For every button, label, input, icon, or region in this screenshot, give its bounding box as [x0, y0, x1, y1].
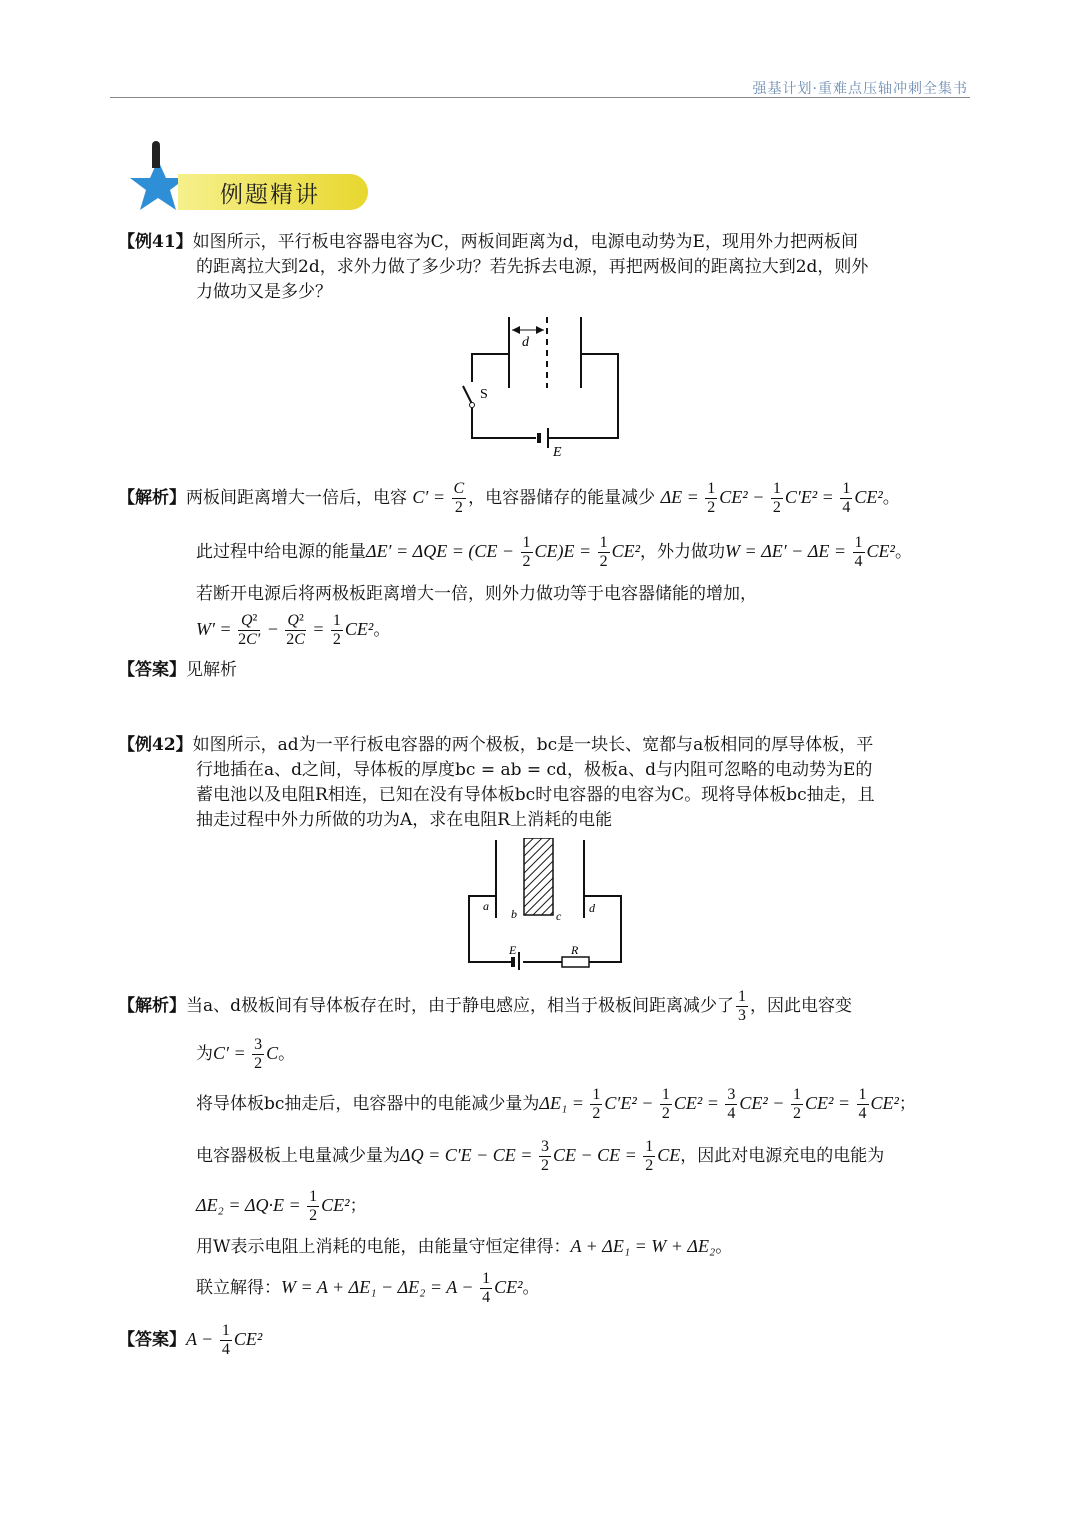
ex41-sol-text4: ，外力做功	[640, 542, 726, 562]
header-divider	[110, 97, 970, 98]
section-banner	[118, 140, 378, 220]
ex42-ans-tag: 【答案】	[118, 1330, 186, 1350]
ex42-circuit-figure	[465, 838, 625, 970]
ex41-sol-tag: 【解析】	[118, 488, 186, 508]
ex42-solution-l5: ΔE₂ = ΔQ·E = $\frac{1}{2}$ CE²；	[196, 1188, 367, 1224]
ex42-solution-l4: 电容器极板上电量减少量为ΔQ = C′E − CE = $\frac{3}{2}$ CE − CE = $\frac{1}{2}$ CE，因此对电源充电的电能为	[196, 1138, 885, 1174]
ex41-sol-text2: ，电容器储存的能量减少	[468, 488, 656, 508]
ex42-fig-E: E	[509, 943, 517, 957]
ex42-sol-text4: 电容器极板上电量减少量为	[196, 1146, 400, 1166]
ex41-question	[118, 230, 968, 305]
section-title: 例题精讲	[220, 182, 320, 208]
ex41-solution-l3: 若断开电源后将两极板距离增大一倍，则外力做功等于电容器储能的增加，	[196, 584, 757, 604]
ex41-tag: 【例41】	[118, 232, 193, 252]
ex42-fig-d: d	[589, 901, 595, 915]
header-title: 强基计划·重难点压轴冲刺全集书	[752, 81, 968, 97]
ex42-line1: 如图所示，ad为一平行板电容器的两个极板，bc是一块长、宽都与a板相同的厚导体板，平	[192, 735, 874, 755]
ex42-line2: 行地插在a、d之间，导体板的厚度bc = ab = cd，极板a、d与内阻可忽略的电动势为E的	[196, 760, 873, 780]
ex42-fig-a: a	[483, 899, 489, 913]
ex42-sol-text6: 用W表示电阻上消耗的电能，由能量守恒定律得：	[196, 1237, 571, 1257]
ex42-fig-R: R	[571, 943, 579, 957]
ex42-solution-l7: 联立解得：W = A + ΔE₁ − ΔE₂ = A − $\frac{1}{4}$ CE²。	[196, 1270, 540, 1306]
ex41-sol-text1: 两板间距离增大一倍后，电容	[186, 488, 407, 508]
ex42-sol-tag: 【解析】	[118, 996, 186, 1016]
ex42-sol-text3: 将导体板bc抽走后，电容器中的电能减少量为	[196, 1094, 540, 1114]
ex42-answer: 【答案】A − $\frac{1}{4}$ CE²	[118, 1322, 263, 1358]
ex41-circuit-figure	[460, 312, 630, 462]
ex42-sol-text1: 当a、d极板间有导体板存在时，由于静电感应，相当于极板间距离减少了	[186, 996, 735, 1016]
ex42-solution-l2: 为C′ = $\frac{3}{2}$ C。	[196, 1036, 296, 1072]
ex41-line2: 的距离拉大到2d，求外力做了多少功？若先拆去电源，再把两极间的距离拉大到2d，则外	[196, 257, 869, 277]
ex41-ans-text: 见解析	[186, 660, 237, 680]
ex41-line3: 力做功又是多少？	[196, 282, 332, 302]
ex42-line4: 抽走过程中外力所做的功为A，求在电阻R上消耗的电能	[196, 810, 613, 830]
ex42-question	[118, 733, 968, 833]
ex42-sol-text7: 联立解得：	[196, 1278, 281, 1298]
ex41-fig-s: S	[480, 387, 488, 402]
ex41-line1: 如图所示，平行板电容器电容为C，两板间距离为d，电源电动势为E，现用外力把两板间	[192, 232, 858, 252]
ex41-solution-l4: W′ = $\frac{\text{Q²}}{2C'}$ − $\frac{\text{Q²}}{2C}$ = $\frac{1}{2}$ CE²。	[196, 612, 391, 648]
ex42-sol-text2: 为	[196, 1044, 213, 1064]
ex42-sol-text4b: ，因此对电源充电的电能为	[680, 1146, 885, 1166]
ex41-ans-tag: 【答案】	[118, 660, 186, 680]
ex41-sol-text3: 此过程中给电源的能量	[196, 542, 366, 562]
ex42-solution-l6: 用W表示电阻上消耗的电能，由能量守恒定律得：A + ΔE₁ = W + ΔE₂。	[196, 1236, 733, 1257]
ex41-fig-d: d	[522, 335, 529, 350]
ex41-solution-l2: 此过程中给电源的能量ΔE′ = ΔQE = (CE − $\frac{1}{2}$ CE)E = $\frac{1}{2}$ CE²，外力做功W = ΔE′ − ΔE = $\frac{1}{4}$ CE²。	[196, 534, 912, 570]
ex42-solution-l1: 【解析】当a、d极板间有导体板存在时，由于静电感应，相当于极板间距离减少了 $\frac{1}{3}$ ，因此电容变	[118, 988, 853, 1024]
ex41-answer	[118, 658, 968, 683]
ex42-tag: 【例42】	[118, 735, 193, 755]
ex42-fig-b: b	[511, 907, 517, 921]
ex42-solution-l3: 将导体板bc抽走后，电容器中的电能减少量为ΔE₁ = $\frac{1}{2}$ C′E² − $\frac{1}{2}$ CE² = $\frac{3}{4}$ CE² − $\frac{1}{2}$ CE² = $\frac{1}{4}$ CE²；	[196, 1086, 916, 1122]
ex41-fig-e: E	[553, 445, 562, 460]
ex41-solution-l1: 【解析】两板间距离增大一倍后，电容 C′ = $\frac{C}{2}$ ，电容器储存的能量减少 ΔE = $\frac{1}{2}$ CE² − $\frac{1}{2}$ C′E² = $\frac{1}{4}$ CE²。	[118, 480, 900, 516]
ex42-sol-text1b: ，因此电容变	[750, 996, 853, 1016]
ex42-line3: 蓄电池以及电阻R相连，已知在没有导体板bc时电容器的电容为C。现将导体板bc抽走，且	[196, 785, 875, 805]
ex42-fig-c: c	[556, 909, 562, 923]
